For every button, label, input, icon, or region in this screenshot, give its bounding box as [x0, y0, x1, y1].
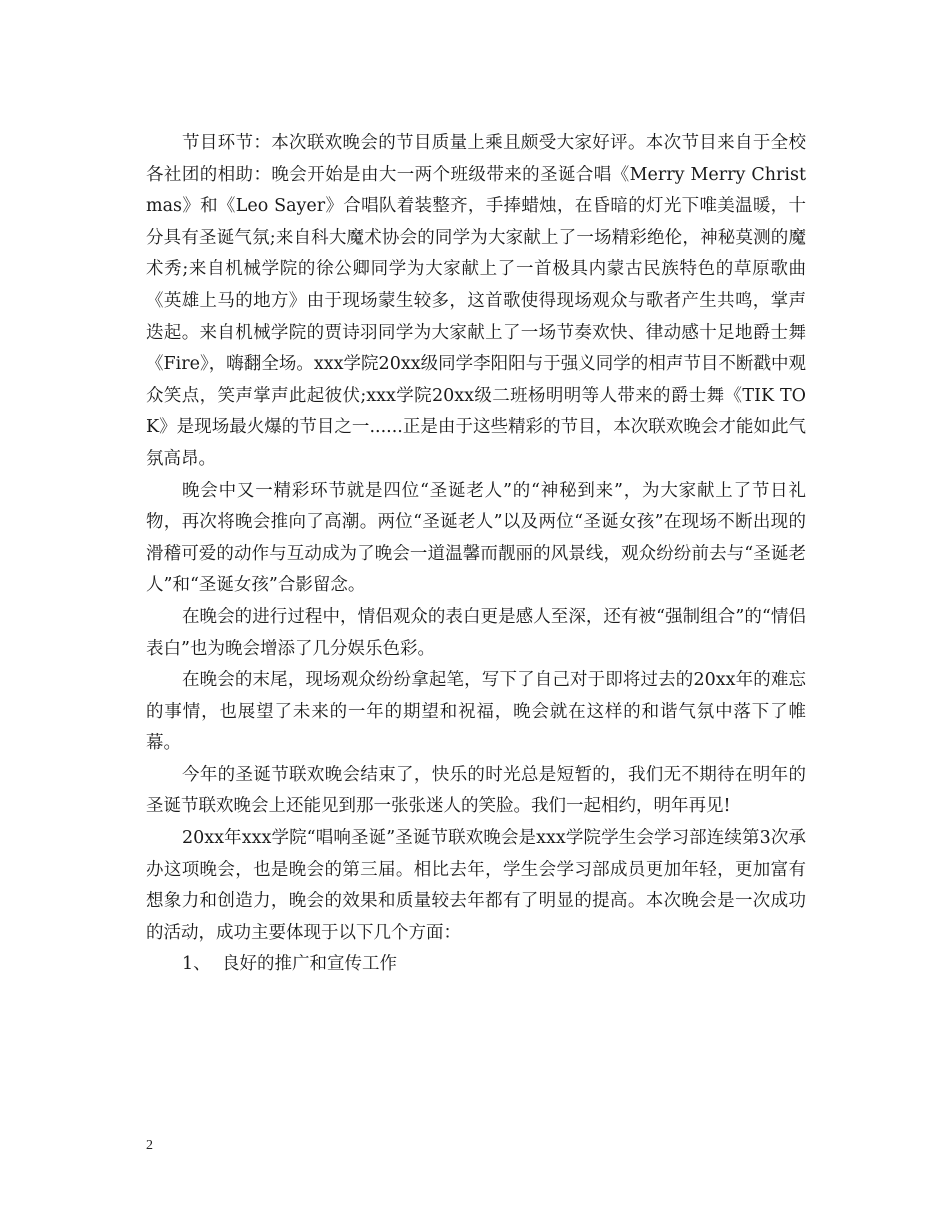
- paragraph-summary: 20xx年xxx学院“唱响圣诞”圣诞节联欢晚会是xxx学院学生会学习部连续第3次承办这项晚会，也是晚会的第三届。相比去年，学生会学习部成员更加年轻，更加富有想象力和创造力，晚会的效果和质量较去年都有了明显的提高。本次晚会是一次成功的活动，成功主要体现于以下几个方面：: [146, 828, 806, 943]
- list-item-text: 良好的推广和宣传工作: [222, 954, 397, 975]
- paragraph-program-section: 节目环节：本次联欢晚会的节目质量上乘且颇受大家好评。本次节目来自于全校各社团的相助：晚会开始是由大一两个班级带来的圣诞合唱《Merry Merry Christmas》和《Leo Sayer》合唱队着装整齐，手捧蜡烛，在昏暗的灯光下唯美温暖，十分具有圣诞气氛;来自科大魔术协会的同学为大家献上了一场精彩绝伦，神秘莫测的魔术秀;来自机械学院的徐公卿同学为大家献上了一首极具内蒙古民族特色的草原歌曲《英雄上马的地方》由于现场蒙生较多，这首歌使得现场观众与歌者产生共鸣，掌声迭起。来自机械学院的贾诗羽同学为大家献上了一场节奏欢快、律动感十足地爵士舞《Fire》，嗨翻全场。xxx学院20xx级同学李阳阳与于强义同学的相声节目不断戳中观众笑点，笑声掌声此起彼伏;xxx学院20xx级二班杨明明等人带来的爵士舞《TIK TOK》是现场最火爆的节目之一......正是由于这些精彩的节目，本次联欢晚会才能如此气氛高昂。: [146, 133, 806, 469]
- paragraph-closing-remark: 今年的圣诞节联欢晚会结束了，快乐的时光总是短暂的，我们无不期待在明年的圣诞节联欢晚会上还能见到那一张张迷人的笑脸。我们一起相约，明年再见!: [146, 764, 806, 817]
- paragraph-ending-section: 在晚会的末尾，现场观众纷纷拿起笔，写下了自己对于即将过去的20xx年的难忘的事情，也展望了未来的一年的期望和祝福，晚会就在这样的和谐气氛中落下了帷幕。: [146, 670, 806, 754]
- document-body: [146, 128, 806, 981]
- list-item-number: 1、: [182, 954, 211, 975]
- paragraph-couples-section: 在晚会的进行过程中，情侣观众的表白更是感人至深，还有被“强制组合”的“情侣表白”也为晚会增添了几分娱乐色彩。: [146, 606, 806, 659]
- paragraph-santa-section: 晚会中又一精彩环节就是四位“圣诞老人”的“神秘到来”，为大家献上了节日礼物，再次将晚会推向了高潮。两位“圣诞老人”以及两位“圣诞女孩”在现场不断出现的滑稽可爱的动作与互动成为了晚会一道温馨而靓丽的风景线，观众纷纷前去与“圣诞老人”和“圣诞女孩”合影留念。: [146, 480, 806, 596]
- page-number: 2: [146, 1138, 153, 1153]
- list-item: [146, 949, 806, 981]
